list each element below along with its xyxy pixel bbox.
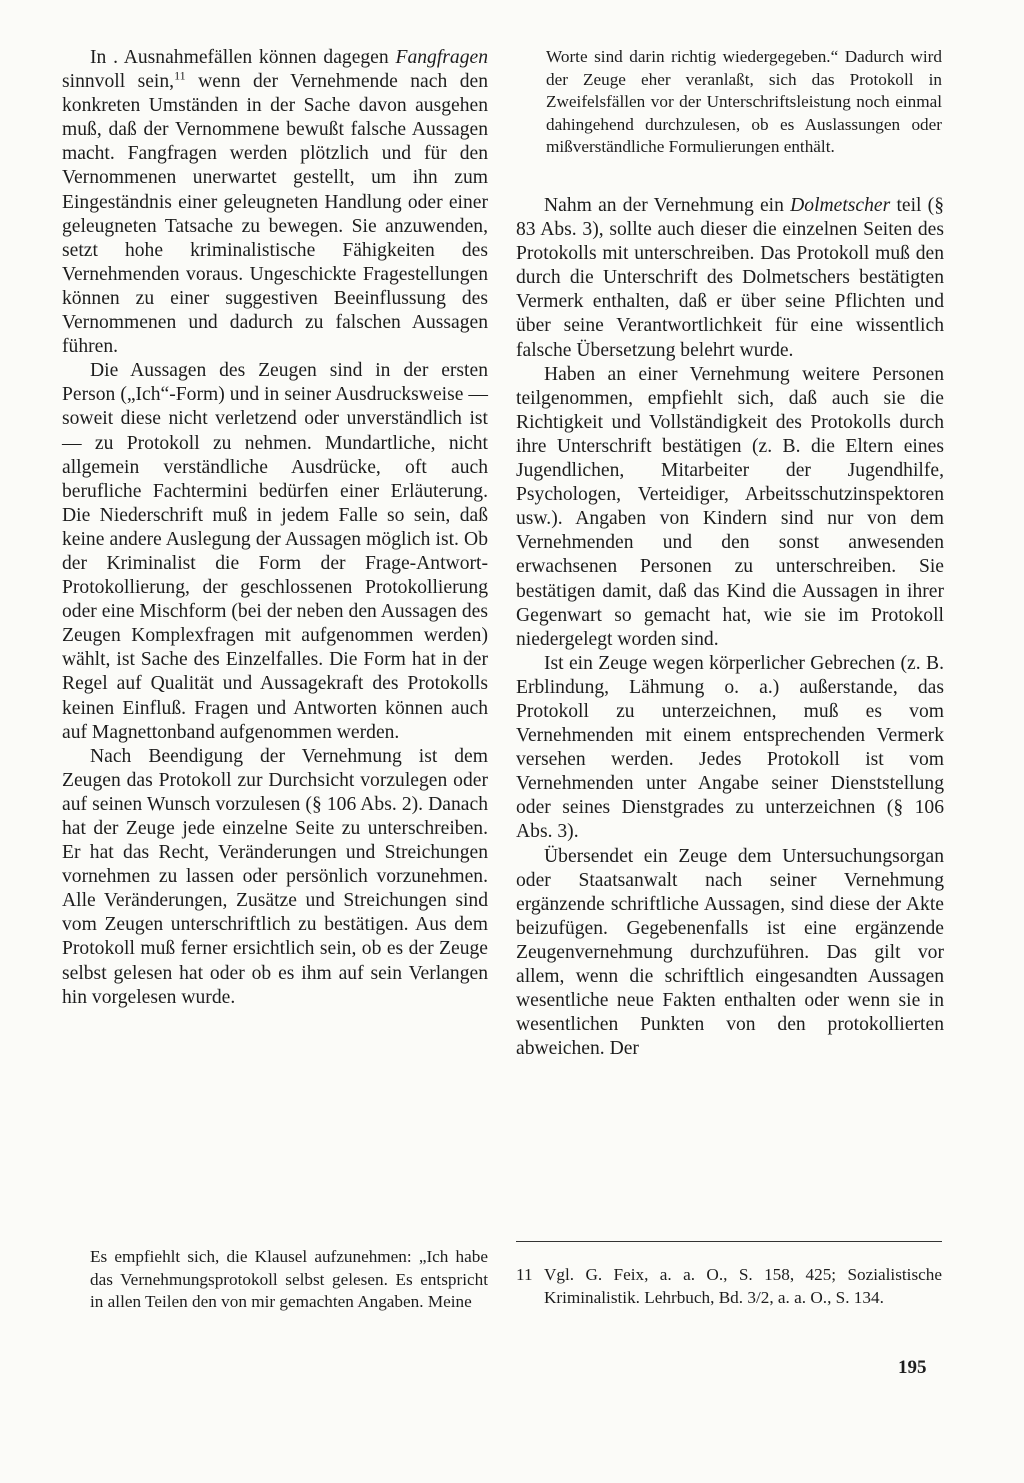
left-column-body bbox=[62, 46, 488, 1010]
right-column-body bbox=[516, 194, 944, 1061]
quote-text: Worte sind darin richtig wiedergegeben.“ Dadurch wird der Zeuge eher veranlaßt, sich das Protokoll in Zweifelsfällen vor der Unterschriftsleistung noch einmal dahingehend durchzulesen, ob es Auslassungen oder mißverständliche Formulierungen enthält. bbox=[546, 47, 942, 156]
paragraph: Nahm an der Vernehmung ein Dolmetscher teil (§ 83 Abs. 3), sollte auch dieser die einzelnen Seiten des Protokolls mit unterschreiben. Das Protokoll muß den durch die Unterschrift des Dolmetschers bestätigten Vermerk enthalten, daß er über seine Pflichten und über seine Verantwortlichkeit für eine wissentlich falsche Übersetzung belehrt wurde. bbox=[516, 195, 945, 361]
footnote-text: Vgl. G. Feix, a. a. O., S. 158, 425; Sozialistische Kriminalistik. Lehrbuch, Bd. 3/2, a. a. O., S. 134. bbox=[544, 1265, 942, 1307]
paragraph: Die Aussagen des Zeugen sind in der ersten Person („Ich“-Form) und in seiner Ausdrucksweise — soweit diese nicht verletzend oder unverständlich ist — zu Protokoll zu nehmen. Mundartliche, nicht allgemein verständliche Ausdrücke, oft auch berufliche Fachtermini bedürfen einer Erläuterung. Die Niederschrift muß in jedem Falle so sein, daß keine andere Auslegung der Aussagen möglich ist. Ob der Kriminalist die Form der Frage-Antwort-Protokollierung, der geschlossenen Protokollierung oder eine Mischform (bei der neben den Aussagen des Zeugen Komplexfragen mit aufgenommen werden) wählt, ist Sache des Einzelfalles. Die Form hat in der Regel auf Qualität und Aussagekraft des Protokolls keinen Einfluß. Fragen und Antworten können auch auf Magnettonband aufgenommen werden. bbox=[62, 360, 488, 743]
paragraph: Nach Beendigung der Vernehmung ist dem Zeugen das Protokoll zur Durchsicht vorzulegen oder auf seinen Wunsch vorzulesen (§ 106 Abs. 2). Danach hat der Zeuge jede einzelne Seite zu unterschreiben. Er hat das Recht, Veränderungen und Streichungen vornehmen zu lassen oder persönlich vorzunehmen. Alle Veränderungen, Zusätze und Streichungen sind vom Zeugen unterschriftlich zu bestätigen. Aus dem Protokoll muß ferner ersichtlich sein, ob es der Zeuge selbst gelesen hat oder ob es ihm auf sein Verlangen hin vorgelesen wurde. bbox=[62, 745, 488, 1008]
paragraph: Haben an einer Vernehmung weitere Personen teilgenommen, empfiehlt sich, daß auch sie die Richtigkeit und Vollständigkeit des Protokolls durch ihre Unterschrift bestätigen (z. B. die Eltern eines Jugendlichen, Mitarbeiter der Jugendhilfe, Psychologen, Verteidiger, Arbeitsschutzinspektoren usw.). Angaben von Kindern sind nur von dem Vernehmenden und den sonst anwesenden erwachsenen Personen zu unterschreiben. Sie bestätigen damit, daß das Kind die Aussagen in ihrer Gegenwart so gemacht hat, wie sie im Protokoll niedergelegt worden sind. bbox=[516, 363, 944, 650]
paragraph: Übersendet ein Zeuge dem Untersuchungsorgan oder Staatsanwalt nach seiner Vernehmung ergänzende schriftliche Aussagen, sind diese der Akte beizufügen. Gegebenenfalls ist eine ergänzende Zeugenvernehmung durchzuführen. Das gilt vor allem, wenn die schriftlich eingesandten Aussagen wesentliche neue Fakten enthalten oder wenn sie in wesentlichen Punkten von den protokollierten abweichen. Der bbox=[516, 845, 944, 1060]
footnote bbox=[516, 1264, 942, 1309]
paragraph: In . Ausnahmefällen können dagegen Fangfragen sinnvoll sein,$^{11}$ wenn der Vernehmende nach den konkreten Umständen in der Sache davon ausgehen muß, daß der Vernommene bewußt falsche Aussagen macht. Fangfragen werden plötzlich und für den Vernommenen unerwartet gestellt, um ihn zum Eingeständnis einer geleugneten Handlung oder einer geleugneten Tatsache zu bewegen. Sie anzuwenden, setzt hohe kriminalistische Fähigkeiten des Vernehmenden voraus. Ungeschickte Fragestellungen können zu einer suggestiven Beeinflussung des Vernommenen und dadurch zu falschen Aussagen führen. bbox=[62, 47, 488, 358]
footnote-number: 11 bbox=[516, 1265, 533, 1284]
footnote-divider bbox=[516, 1241, 942, 1242]
right-column-quote bbox=[546, 46, 942, 159]
paragraph: Ist ein Zeuge wegen körperlicher Gebrechen (z. B. Erblindung, Lähmung o. a.) außerstande, das Protokoll zu unterzeichnen, muß es vom Vernehmenden mit einem entsprechenden Vermerk versehen werden. Jedes Protokoll ist vom Vernehmenden unter Angabe seiner Dienststellung oder seines Dienstgrades zu unterzeichnen (§ 106 Abs. 3). bbox=[516, 652, 944, 843]
quote-text: Es empfiehlt sich, die Klausel aufzunehmen: „Ich habe das Vernehmungsprotokoll selbst gelesen. Es entspricht in allen Teilen den von mir gemachten Angaben. Meine bbox=[90, 1247, 488, 1311]
page-number: 195 bbox=[898, 1357, 927, 1378]
left-column-quote bbox=[90, 1246, 488, 1314]
